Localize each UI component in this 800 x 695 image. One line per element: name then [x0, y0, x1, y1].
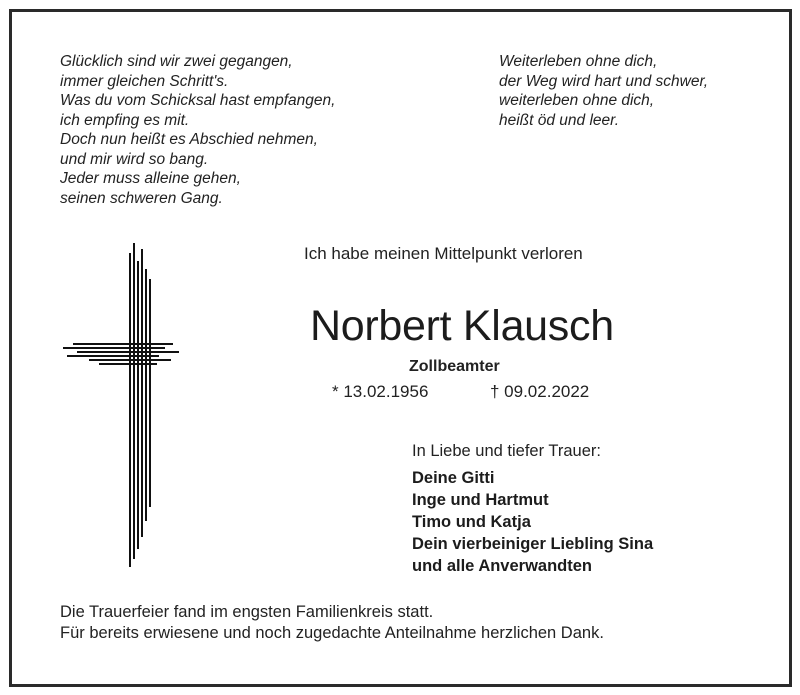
cross-icon [60, 240, 180, 576]
mourner-item: Inge und Hartmut [412, 491, 549, 509]
mourner-item: Timo und Katja [412, 513, 531, 531]
heading-line: Ich habe meinen Mittelpunkt verloren [304, 244, 583, 263]
poem-right-line: der Weg wird hart und schwer, [499, 72, 709, 90]
poem-left-line: Jeder muss alleine gehen, [60, 170, 241, 187]
poem-left-line: seinen schweren Gang. [60, 189, 223, 207]
poem-right-line: Weiterleben ohne dich, [499, 53, 658, 70]
poem-left-line: ich empfing es mit. [60, 111, 190, 129]
birth-date: * 13.02.1956 [332, 382, 429, 401]
mourners-list [412, 467, 653, 577]
mourner-item: und alle Anverwandten [412, 557, 593, 575]
poem-left-line: Was du vom Schicksal hast empfangen, [60, 92, 336, 109]
poem-left [60, 52, 335, 208]
footer-line: Für bereits erwiesene und noch zugedachte Anteilnahme herzlichen Dank. [60, 624, 604, 642]
death-date: † 09.02.2022 [490, 382, 590, 401]
footer-line: Die Trauerfeier fand im engsten Familienkreis statt. [60, 603, 434, 621]
poem-right [499, 52, 708, 130]
poem-right-line: heißt öd und leer. [499, 111, 620, 129]
obituary-frame [9, 9, 792, 687]
deceased-occupation: Zollbeamter [409, 358, 500, 375]
poem-left-line: und mir wird so bang. [60, 150, 209, 168]
poem-right-line: weiterleben ohne dich, [499, 92, 655, 109]
deceased-name: Norbert Klausch [310, 302, 614, 350]
poem-left-line: Doch nun heißt es Abschied nehmen, [60, 131, 318, 148]
poem-left-line: Glücklich sind wir zwei gegangen, [60, 53, 293, 70]
footer-text [60, 602, 604, 644]
mourner-item: Dein vierbeiniger Liebling Sina [412, 535, 654, 553]
poem-left-line: immer gleichen Schritt's. [60, 72, 229, 90]
mourners-intro: In Liebe und tiefer Trauer: [412, 442, 601, 460]
mourner-item: Deine Gitti [412, 469, 495, 487]
